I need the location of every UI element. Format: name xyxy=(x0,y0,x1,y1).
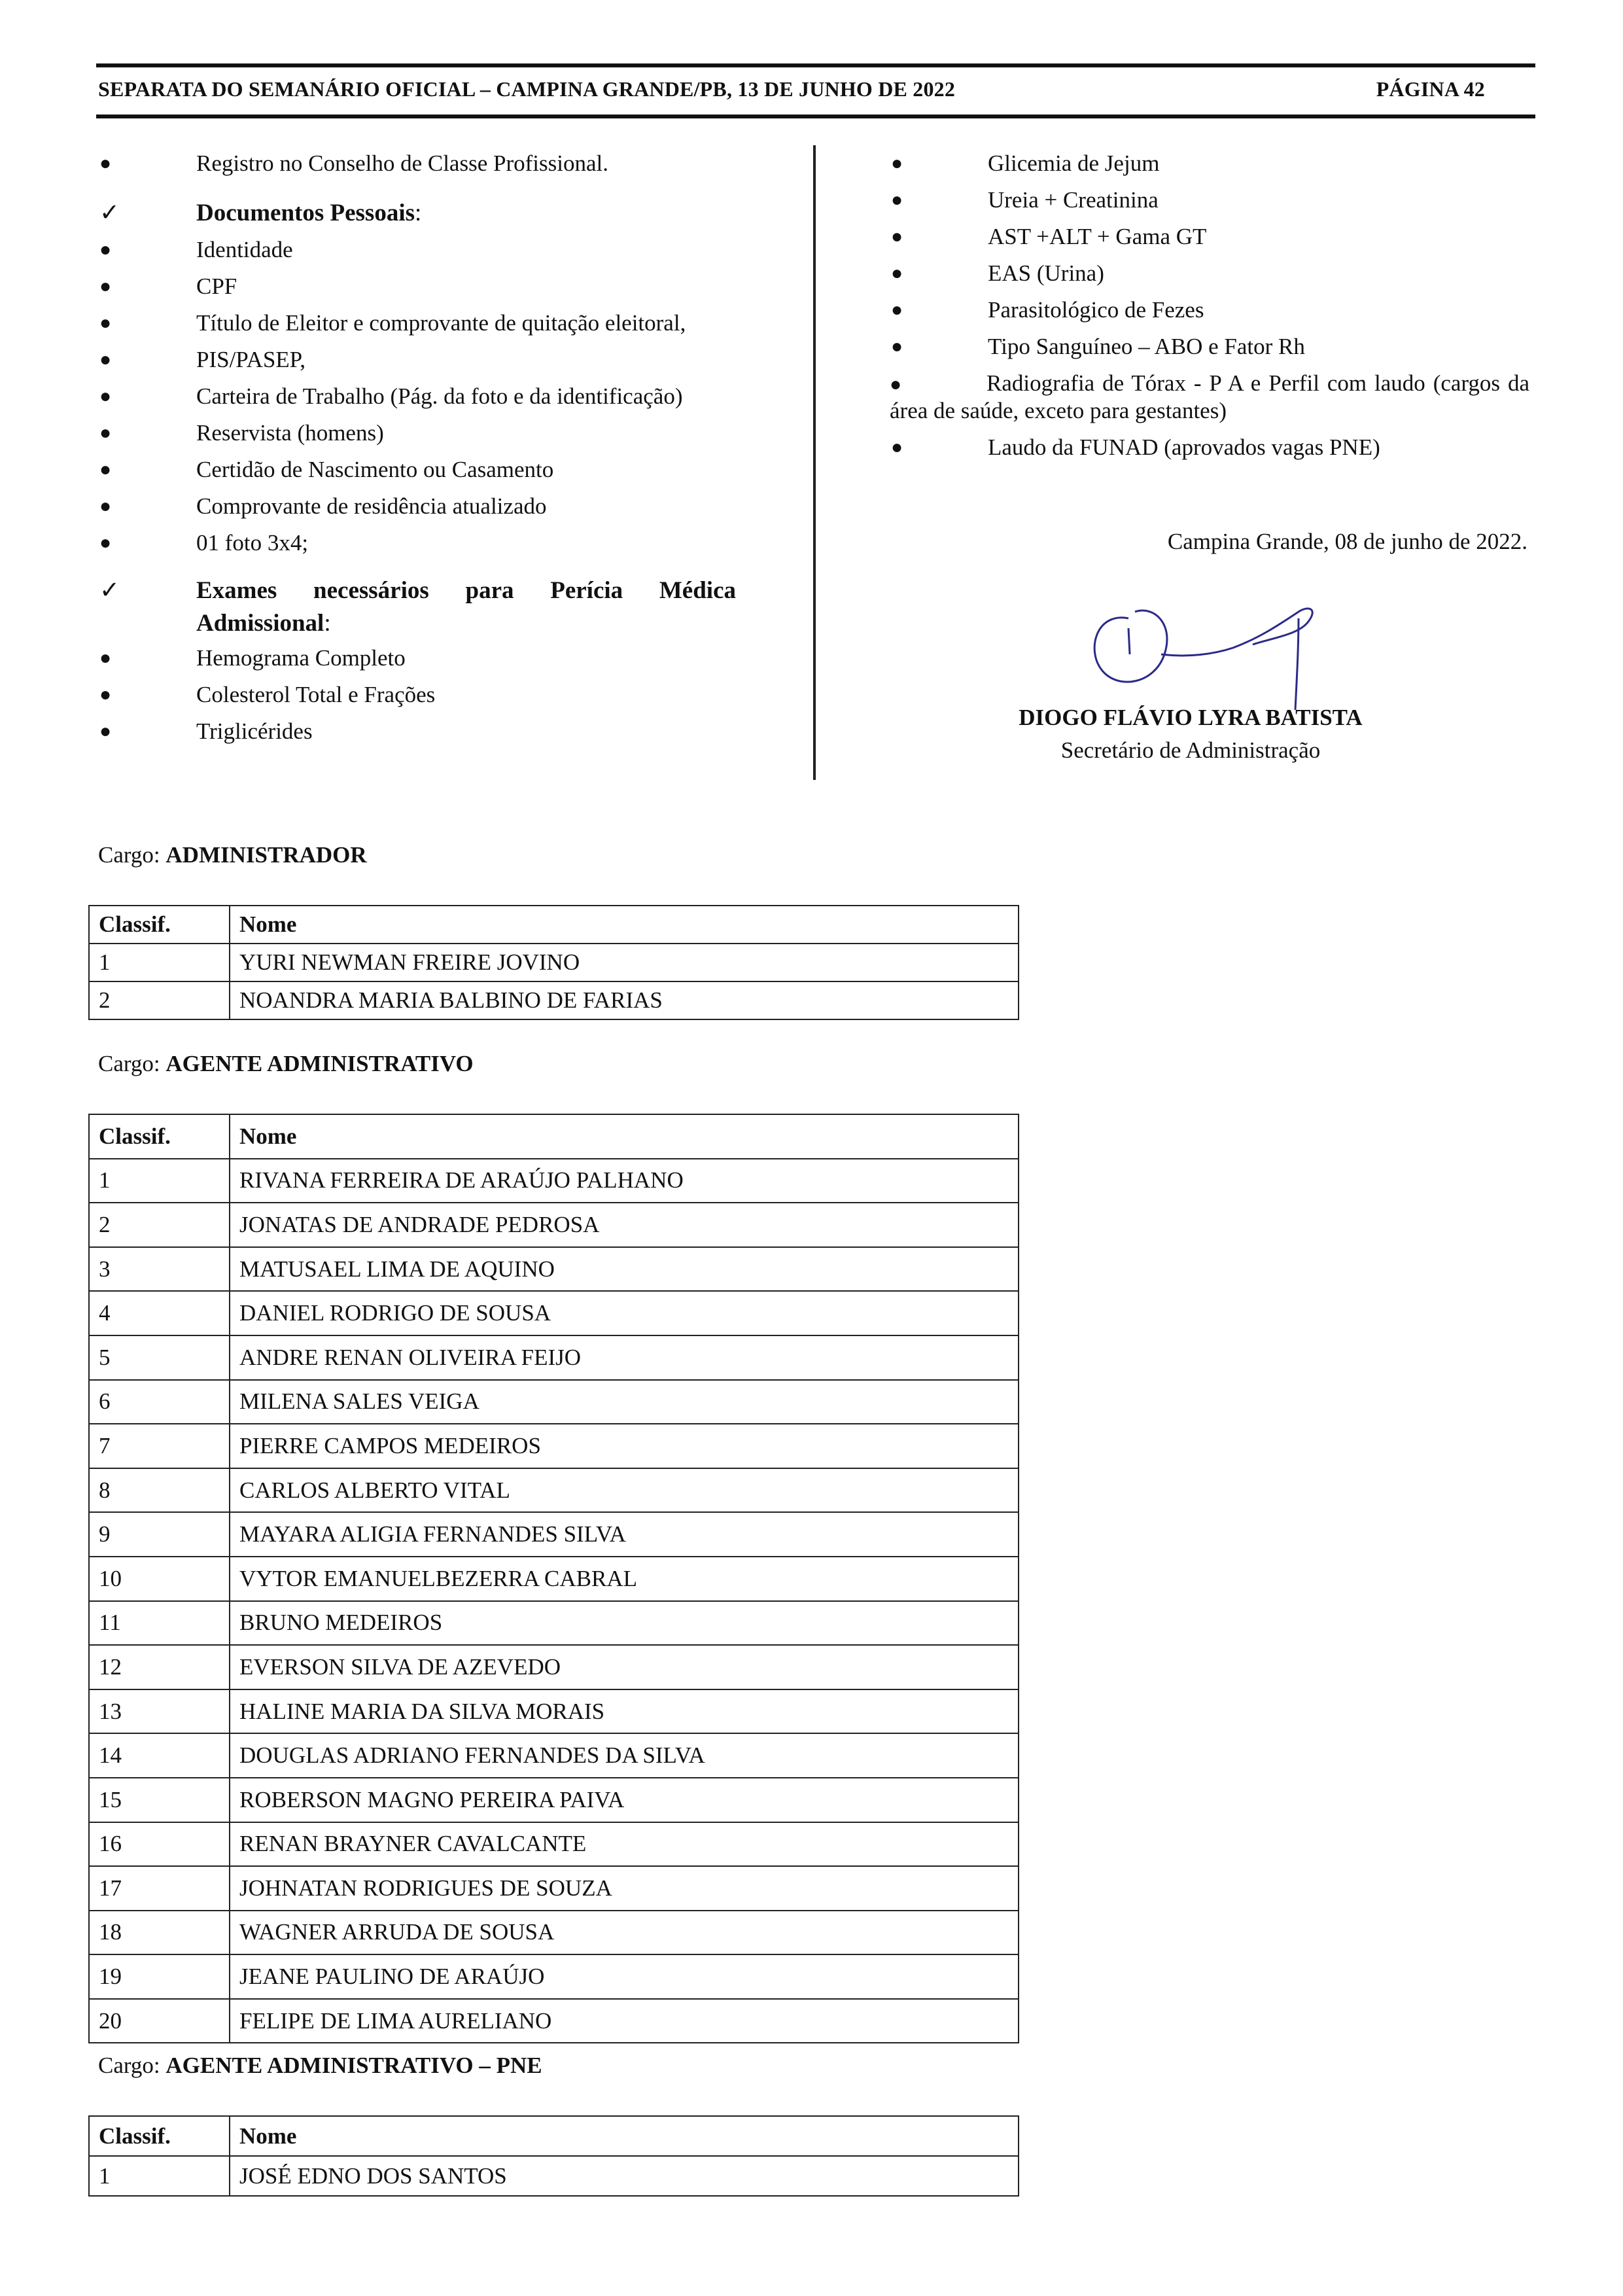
table-row: 2 NOANDRA MARIA BALBINO DE FARIAS xyxy=(89,981,1019,1019)
bullet-icon: ● xyxy=(99,312,112,334)
bullet-icon: ● xyxy=(99,239,112,260)
table-row: 2 JONATAS DE ANDRADE PEDROSA xyxy=(89,1203,1019,1247)
bullet-icon: ● xyxy=(99,349,112,370)
exams-list xyxy=(98,640,736,750)
table-row: 11 BRUNO MEDEIROS xyxy=(89,1601,1019,1646)
table-header-row xyxy=(89,2116,1019,2156)
table-row: 17 JOHNATAN RODRIGUES DE SOUZA xyxy=(89,1866,1019,1911)
column-header: Nome xyxy=(230,906,1019,944)
bullet-icon: ● xyxy=(890,374,902,395)
column-divider xyxy=(813,145,816,780)
list-item: ● Ureia + Creatinina xyxy=(890,182,1529,219)
signature-image xyxy=(1083,592,1338,716)
table-row: 1 RIVANA FERREIRA DE ARAÚJO PALHANO xyxy=(89,1159,1019,1203)
bullet-icon: ● xyxy=(99,275,112,297)
list-item: ● AST +ALT + Gama GT xyxy=(890,219,1529,255)
results-table xyxy=(88,905,1019,1020)
bullet-icon: ● xyxy=(99,385,112,407)
bullet-icon: ● xyxy=(99,152,112,174)
bullet-icon: ● xyxy=(99,495,112,517)
list-item: ● Certidão de Nascimento ou Casamento xyxy=(98,451,736,488)
list-item: ● Parasitológico de Fezes xyxy=(890,292,1529,328)
list-item: ● Triglicérides xyxy=(98,713,736,750)
bullet-icon: ● xyxy=(99,532,112,554)
bullet-icon: ● xyxy=(99,647,112,669)
list-item: ● Título de Eleitor e comprovante de quitação eleitoral, xyxy=(98,305,736,342)
list-item: ● Radiografia de Tórax - P A e Perfil com laudo (cargos da área de saúde, exceto para gestantes) xyxy=(890,370,1529,423)
list-item: ● Registro no Conselho de Classe Profissional. xyxy=(98,145,736,182)
checkmark-icon: ✓ xyxy=(99,577,120,604)
table-row: 15 ROBERSON MAGNO PEREIRA PAIVA xyxy=(89,1778,1019,1822)
bullet-icon: ● xyxy=(891,299,903,321)
column-header: Classif. xyxy=(89,2116,230,2156)
docs-list xyxy=(98,232,736,561)
list-item: ● Carteira de Trabalho (Pág. da foto e da identificação) xyxy=(98,378,736,415)
exams-heading: ✓ Exames necessários para Perícia Médica Admissional: xyxy=(98,574,736,640)
table-row: 13 HALINE MARIA DA SILVA MORAIS xyxy=(89,1689,1019,1734)
list-item: ● Comprovante de residência atualizado xyxy=(98,488,736,525)
list-item: ● EAS (Urina) xyxy=(890,255,1529,292)
header-bottom-rule xyxy=(96,115,1535,118)
list-item: ● Tipo Sanguíneo – ABO e Fator Rh xyxy=(890,328,1529,365)
table-row: 9 MAYARA ALIGIA FERNANDES SILVA xyxy=(89,1512,1019,1557)
bullet-icon: ● xyxy=(99,459,112,480)
column-header: Classif. xyxy=(89,1114,230,1159)
list-item: ● Laudo da FUNAD (aprovados vagas PNE) xyxy=(890,429,1529,466)
column-header: Classif. xyxy=(89,906,230,944)
page-header xyxy=(98,77,1485,101)
cargo-title: Cargo: AGENTE ADMINISTRATIVO – PNE xyxy=(98,2053,542,2078)
bullet-icon: ● xyxy=(891,262,903,284)
list-item: ● PIS/PASEP, xyxy=(98,342,736,378)
closing-date: Campina Grande, 08 de junho de 2022. xyxy=(1167,529,1527,554)
table-row: 1 YURI NEWMAN FREIRE JOVINO xyxy=(89,944,1019,981)
table-row: 5 ANDRE RENAN OLIVEIRA FEIJO xyxy=(89,1335,1019,1380)
table-row: 8 CARLOS ALBERTO VITAL xyxy=(89,1468,1019,1513)
bullet-icon: ● xyxy=(891,436,903,458)
table-row: 18 WAGNER ARRUDA DE SOUSA xyxy=(89,1911,1019,1955)
list-item: ● Glicemia de Jejum xyxy=(890,145,1529,182)
table-row: 19 JEANE PAULINO DE ARAÚJO xyxy=(89,1954,1019,1999)
signer-role: Secretário de Administração xyxy=(1060,737,1321,763)
table-row: 6 MILENA SALES VEIGA xyxy=(89,1380,1019,1424)
cargo-title: Cargo: ADMINISTRADOR xyxy=(98,842,367,868)
bullet-icon: ● xyxy=(99,720,112,742)
table-row: 10 VYTOR EMANUELBEZERRA CABRAL xyxy=(89,1557,1019,1601)
results-table xyxy=(88,1114,1019,2043)
bullet-icon: ● xyxy=(891,336,903,357)
table-row: 1 JOSÉ EDNO DOS SANTOS xyxy=(89,2156,1019,2196)
table-row: 7 PIERRE CAMPOS MEDEIROS xyxy=(89,1424,1019,1468)
list-item: ● Hemograma Completo xyxy=(98,640,736,677)
results-table xyxy=(88,2115,1019,2197)
bullet-icon: ● xyxy=(891,152,903,174)
left-column xyxy=(98,145,736,750)
table-row: 12 EVERSON SILVA DE AZEVEDO xyxy=(89,1645,1019,1689)
header-top-rule xyxy=(96,63,1535,67)
table-row: 4 DANIEL RODRIGO DE SOUSA xyxy=(89,1291,1019,1335)
table-header-row xyxy=(89,1114,1019,1159)
table-row: 20 FELIPE DE LIMA AURELIANO xyxy=(89,1999,1019,2043)
table-header-row xyxy=(89,906,1019,944)
right-column xyxy=(890,145,1529,466)
list-item: ● Reservista (homens) xyxy=(98,415,736,451)
table-row: 3 MATUSAEL LIMA DE AQUINO xyxy=(89,1247,1019,1292)
list-item: ● Identidade xyxy=(98,232,736,268)
docs-heading: ✓ Documentos Pessoais: xyxy=(98,195,736,232)
list-item: ● CPF xyxy=(98,268,736,305)
page-number: PÁGINA 42 xyxy=(1376,77,1485,101)
bullet-icon: ● xyxy=(99,422,112,444)
header-title: SEPARATA DO SEMANÁRIO OFICIAL – CAMPINA GRANDE/PB, 13 DE JUNHO DE 2022 xyxy=(98,77,956,101)
bullet-icon: ● xyxy=(891,226,903,247)
checkmark-icon: ✓ xyxy=(99,200,120,226)
bullet-icon: ● xyxy=(99,684,112,705)
table-row: 16 RENAN BRAYNER CAVALCANTE xyxy=(89,1822,1019,1867)
list-item: ● Colesterol Total e Frações xyxy=(98,677,736,713)
signer-name: DIOGO FLÁVIO LYRA BATISTA xyxy=(1019,705,1363,730)
bullet-icon: ● xyxy=(891,189,903,211)
cargo-title: Cargo: AGENTE ADMINISTRATIVO xyxy=(98,1051,474,1076)
column-header: Nome xyxy=(230,2116,1019,2156)
column-header: Nome xyxy=(230,1114,1019,1159)
list-item: ● 01 foto 3x4; xyxy=(98,525,736,561)
table-row: 14 DOUGLAS ADRIANO FERNANDES DA SILVA xyxy=(89,1733,1019,1778)
